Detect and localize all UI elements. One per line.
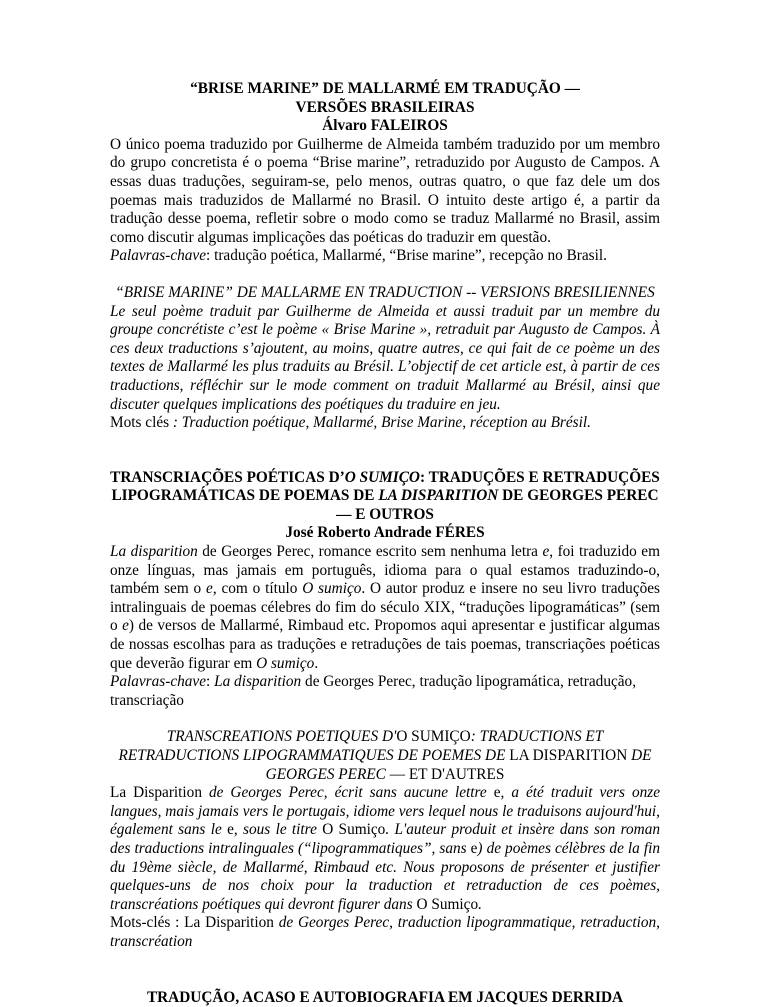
text-run: de Georges Perec, romance escrito sem nenhuma letra — [197, 543, 543, 561]
article-title-line2: VERSÕES BRASILEIRAS — [295, 98, 475, 116]
text-run: de Georges Perec, tradução lipogramática, retradução, transcriação — [110, 673, 637, 709]
title-part: DE GEORGES PEREC — [265, 747, 652, 783]
text-run: La disparition — [110, 543, 198, 561]
keywords-label-fr: Mots-clés : La Disparition — [110, 914, 274, 932]
text-run: e — [122, 617, 129, 635]
text-run: . L'auteur produit et insère dans son roman des traductions intralinguales (“lipogrammatiques”, sans — [110, 821, 660, 857]
article-title-2 — [110, 469, 660, 525]
title-part: TRANSCREATIONS POETIQUES D' — [166, 728, 397, 746]
text-run: : — [206, 673, 215, 691]
text-run: de Georges Perec, écrit sans aucune lettre — [201, 784, 494, 802]
keywords-line-fr — [110, 414, 660, 433]
keywords-line-2 — [110, 673, 660, 710]
text-run: ) de poèmes célèbres de la fin du 19ème siècle, de Mallarmé, Rimbaud etc. Nous proposons de présenter et justifier quelques-uns de nos choix pour la traduction et retraduction de ces poèmes, transcréations poétiques qui devront figurer dans — [110, 839, 661, 913]
text-run: O Sumiço — [416, 895, 479, 913]
title-part: DE GEORGES PEREC — E OUTROS — [336, 487, 659, 523]
title-part: LA DISPARITION — [509, 747, 628, 764]
text-run: O sumiço — [256, 654, 315, 672]
text-run: , a été traduit vers onze langues, mais jamais vers le portugais, idiome vers lequel nous le traduisons aujourd'hui, également sans le — [110, 784, 660, 839]
text-run: , foi traduzido em onze línguas, mas jamais em português, idioma para o qual estamos traduzindo-o, também sem o — [110, 543, 660, 598]
text-run: La Disparition — [110, 784, 202, 802]
text-run: , com o título — [212, 580, 303, 598]
title-part-italic: O SUMIÇO — [344, 468, 420, 486]
article-title-2-fr — [110, 728, 660, 784]
keywords-text-fr: de Georges Perec, traduction lipogrammatique, retraduction, transcréation — [110, 914, 661, 950]
article-author: Álvaro FALEIROS — [322, 117, 448, 135]
abstract-paragraph-2 — [110, 543, 660, 673]
article-title: “BRISE MARINE” DE MALLARMÉ EM TRADUÇÃO — — [190, 80, 580, 97]
title-part-italic: LA DISPARITION — [378, 487, 499, 505]
text-run: , sous le titre — [233, 821, 323, 839]
article-title-3: TRADUÇÃO, ACASO E AUTOBIOGRAFIA EM JACQUES DERRIDA — [146, 988, 624, 1006]
title-part: O SUMIÇO — [396, 728, 471, 746]
article-author-2: José Roberto Andrade FÉRES — [285, 524, 485, 542]
text-run: ) de versos de Mallarmé, Rimbaud etc. Propomos aqui apresentar e justificar algumas de nossas escolhas para as traduções e retraduções de tais poemas, transcriações poéticas que deverão figurar em — [110, 617, 660, 672]
keywords-text-fr: : Traduction poétique, Mallarmé, Brise Marine, réception au Brésil. — [169, 414, 591, 432]
keywords-line-2-fr — [110, 914, 660, 951]
text-run: e — [493, 784, 501, 802]
text-run: O sumiço — [302, 580, 362, 598]
keywords-label-fr: Mots clés — [110, 414, 170, 432]
title-part: — ET D'AUTRES — [385, 765, 505, 783]
title-part: TRANSCRIAÇÕES POÉTICAS D’ — [110, 468, 345, 486]
text-run: . — [314, 654, 319, 672]
abstract-paragraph: O único poema traduzido por Guilherme de Almeida também traduzido por um membro do grupo concretista é o poema “Brise marine”, retraduzido por Augusto de Campos. A essas duas traduções, seguiram-se, pelo menos, outras quatro, o que faz dele um dos poemas mais traduzidos de Mallarmé no Brasil. O intuito deste artigo é, a partir da tradução desse poema, refletir sobre o modo como se traduz Mallarmé no Brasil, assim como discutir algumas implicações das poéticas do traduzir em questão. — [110, 135, 660, 246]
article-title-fr: “BRISE MARINE” DE MALLARME EN TRADUCTION -- VERSIONS BRESILIENNES — [115, 283, 655, 301]
text-run: e — [542, 543, 550, 561]
abstract-paragraph-2-fr — [110, 784, 660, 914]
keywords-label: Palavras-chave — [110, 247, 206, 265]
keywords-text: : tradução poética, Mallarmé, “Brise marine”, recepção no Brasil. — [206, 247, 607, 265]
text-run: . O autor produz e insere no seu livro traduções intralinguais de poemas célebres do fim do século XIX, “traduções lipogramáticas” (sem o — [110, 580, 660, 635]
text-run: . — [478, 895, 482, 913]
title-part: : TRADUCTIONS ET RETRADUCTIONS LIPOGRAMMATIQUES DE POEMES DE — [118, 728, 604, 764]
text-run: e — [227, 821, 234, 839]
abstract-paragraph-fr: Le seul poème traduit par Guilherme de Almeida et aussi traduit par un membre du groupe concrétiste c’est le poème « Brise Marine », retraduit par Augusto de Campos. À ces deux traductions s’ajoutent, au moins, quatre autres, ce qui fait de ce poème un des textes de Mallarmé les plus traduits au Brésil. L’objectif de cet article est, à partir de ces traductions, réfléchir sur le mode comment on traduit Mallarmé au Brésil, ainsi que discuter quelques implications des poétiques du traduire en jeu. — [110, 302, 660, 413]
title-part: : TRADUÇÕES E RETRADUÇÕES LIPOGRAMÁTICAS DE POEMAS DE — [111, 468, 660, 505]
keywords-label: Palavras-chave — [110, 673, 206, 691]
text-run: e — [206, 580, 213, 598]
text-run: O Sumiço — [322, 821, 386, 839]
document-page — [110, 80, 660, 1007]
keywords-line — [110, 247, 660, 266]
text-run: La disparition — [214, 673, 302, 691]
text-run: e — [470, 839, 478, 857]
